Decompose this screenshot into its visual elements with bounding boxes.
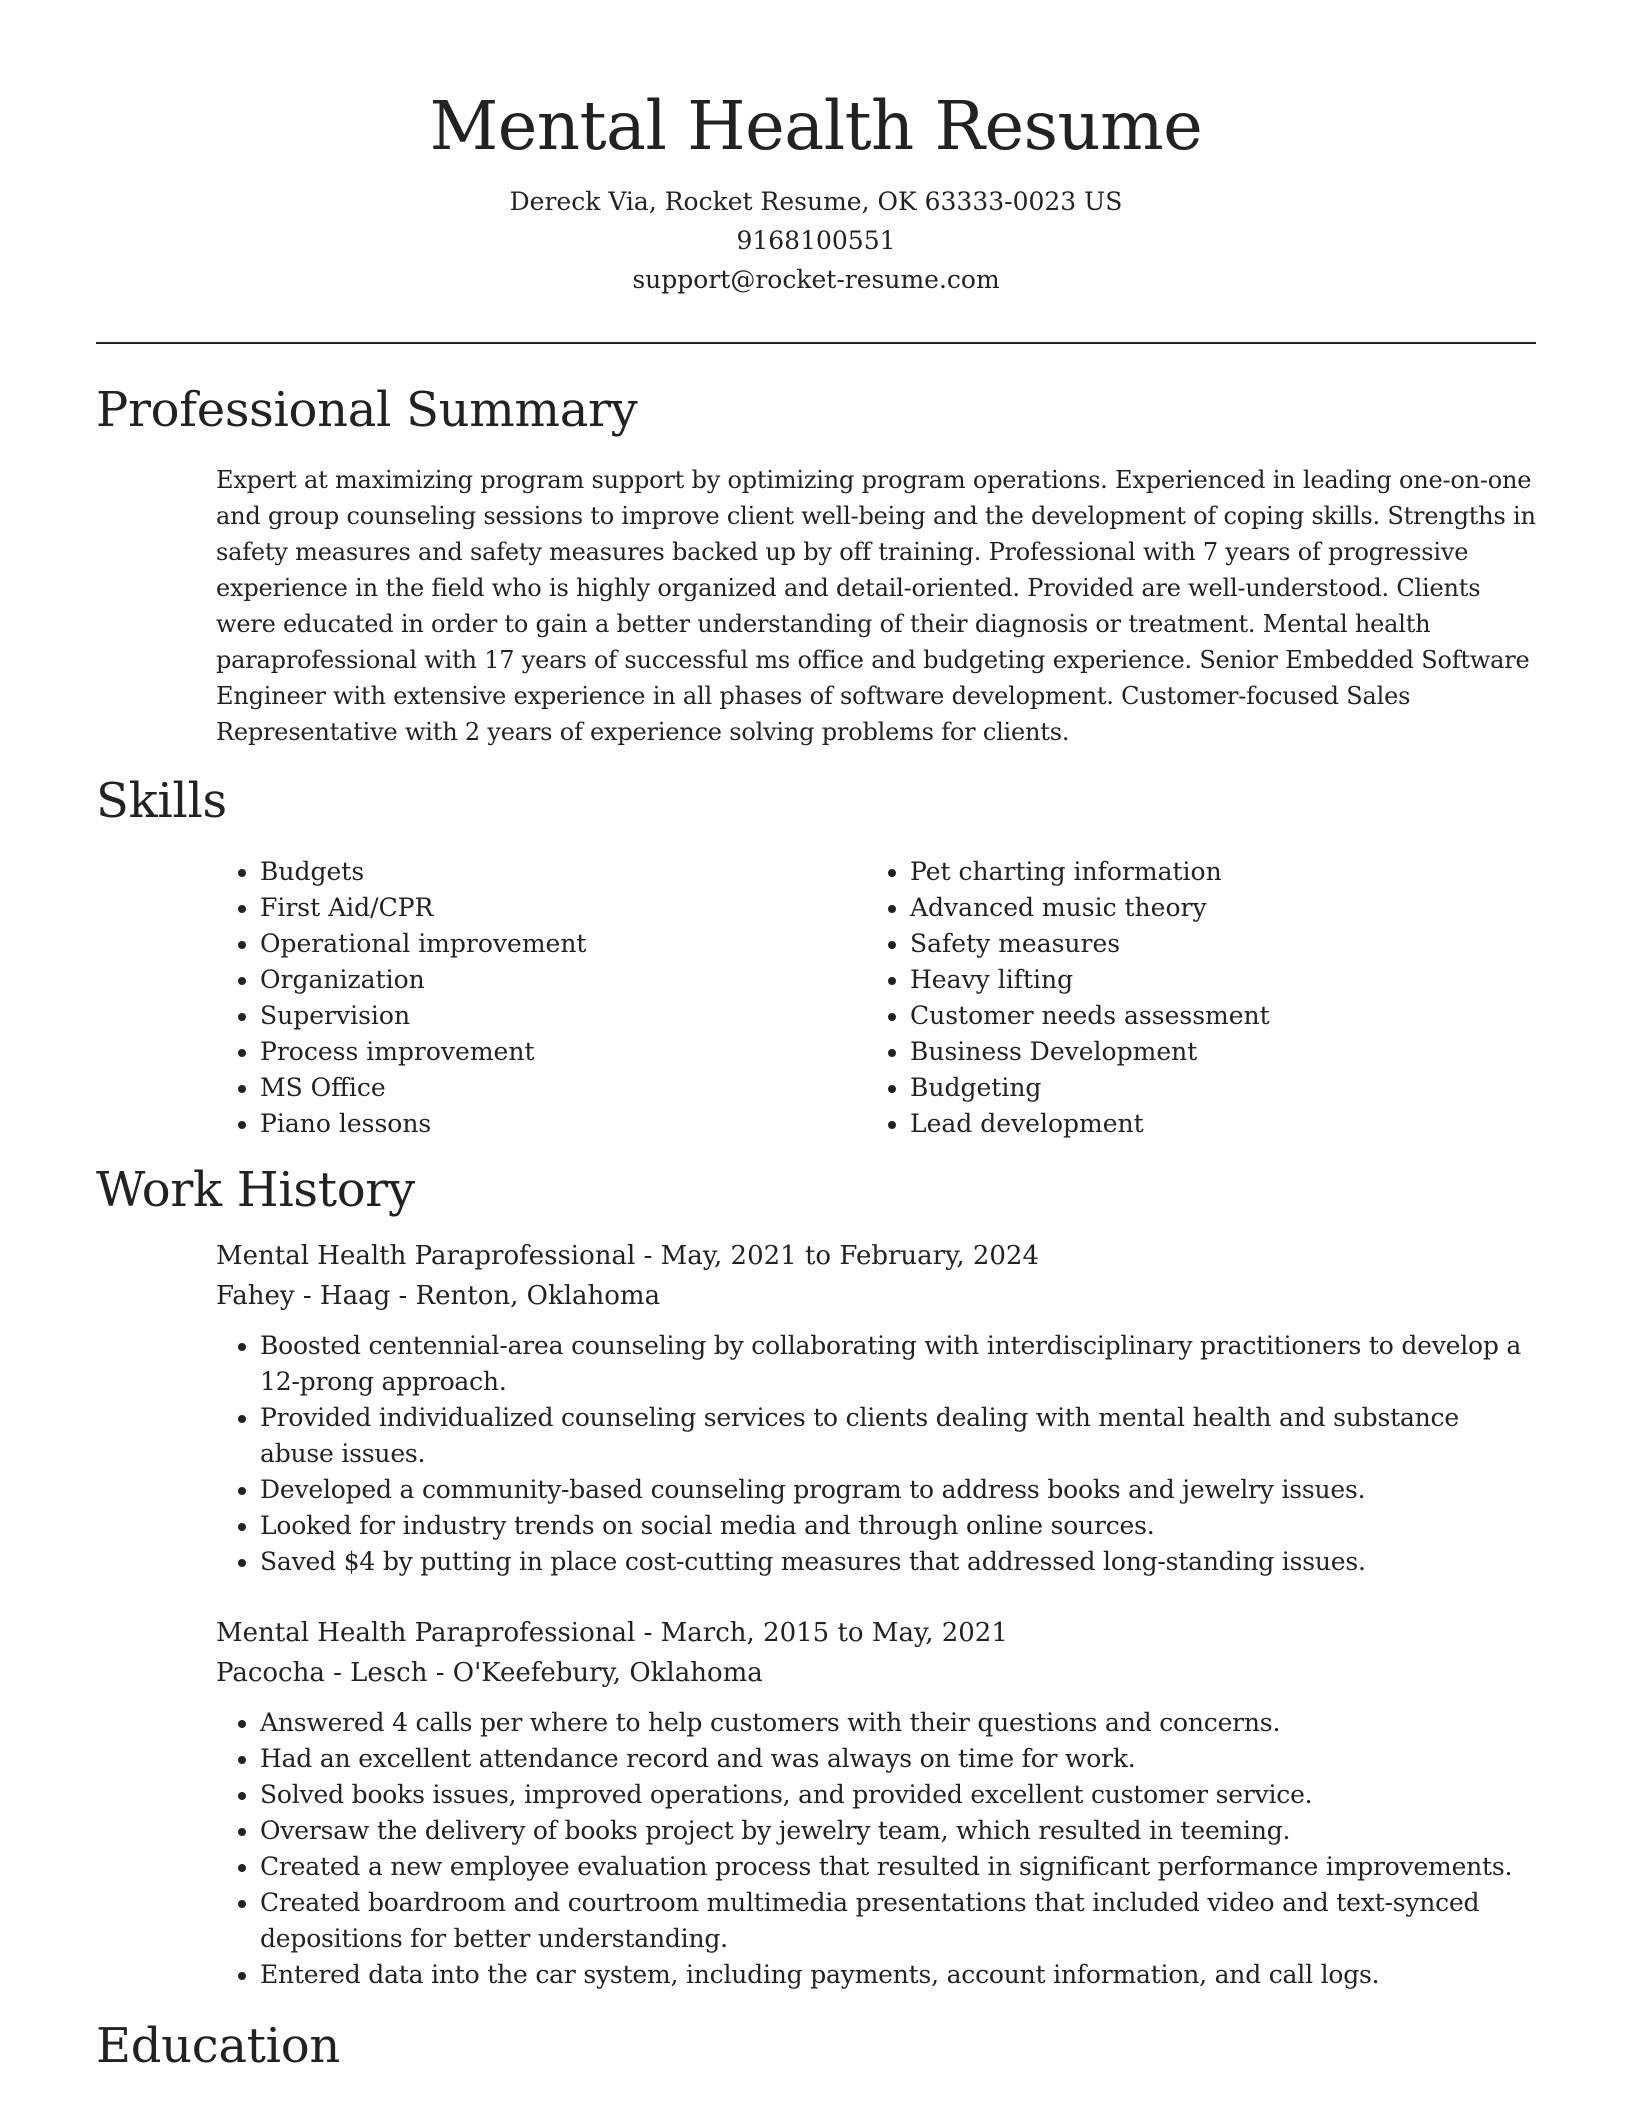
skill-item: • Heavy lifting xyxy=(910,962,1516,998)
skill-item: • Process improvement xyxy=(260,1034,866,1070)
job-company-line xyxy=(216,1653,1536,1693)
skill-item: • Safety measures xyxy=(910,926,1516,962)
job-bullet: • Created a new employee evaluation process that resulted in significant performance improvements. xyxy=(260,1849,1536,1885)
work-history-heading: Work History xyxy=(96,1162,415,1218)
skill-item: • Business Development xyxy=(910,1034,1516,1070)
job-entry xyxy=(216,1613,1536,1993)
job-bullet: • Created boardroom and courtroom multimedia presentations that included video and text-synced depositions for better understanding. xyxy=(260,1885,1536,1957)
skill-item: • Advanced music theory xyxy=(910,890,1516,926)
skill-item: • Budgets xyxy=(260,854,866,890)
job-dates: - May, 2021 to February, 2024 xyxy=(635,1241,1040,1271)
job-bullet: • Looked for industry trends on social media and through online sources. xyxy=(260,1508,1536,1544)
job-company: Fahey - Haag xyxy=(216,1281,391,1311)
skills-heading: Skills xyxy=(96,773,227,829)
skill-item: • Supervision xyxy=(260,998,866,1034)
skill-item: • First Aid/CPR xyxy=(260,890,866,926)
job-location: - Renton, Oklahoma xyxy=(390,1281,661,1311)
job-title-line xyxy=(216,1613,1536,1653)
job-bullet: • Provided individualized counseling services to clients dealing with mental health and substance abuse issues. xyxy=(260,1400,1536,1472)
job-company: Pacocha - Lesch xyxy=(216,1658,428,1688)
skill-item: • Lead development xyxy=(910,1106,1516,1142)
header-divider xyxy=(96,342,1536,344)
job-company-line xyxy=(216,1276,1536,1316)
summary-text: Expert at maximizing program support by optimizing program operations. Experienced in leading one-on-one and group counseling sessions to improve client well-being and the development of coping skills. Strengths in safety measures and safety measures backed up by off training. Professional with 7 years of progressive experience in the field who is highly organized and detail-oriented. Provided are well-understood. Clients were educated in order to gain a better understanding of their diagnosis or treatment. Mental health paraprofessional with 17 years of successful ms office and budgeting experience. Senior Embedded Software Engineer with extensive experience in all phases of software development. Customer-focused Sales Representative with 2 years of experience solving problems for clients. xyxy=(216,466,1536,746)
skills-column-left xyxy=(216,854,866,1142)
summary-heading: Professional Summary xyxy=(96,382,638,438)
skill-item: • Piano lessons xyxy=(260,1106,866,1142)
resume-title: Mental Health Resume xyxy=(429,87,1203,165)
contact-address: Dereck Via, Rocket Resume, OK 63333-0023 US xyxy=(509,187,1123,216)
skill-item: • MS Office xyxy=(260,1070,866,1106)
resume-header xyxy=(96,84,1536,299)
job-bullet: • Answered 4 calls per where to help customers with their questions and concerns. xyxy=(260,1705,1536,1741)
job-bullet: • Boosted centennial-area counseling by collaborating with interdisciplinary practitioners to develop a 12-prong approach. xyxy=(260,1328,1536,1400)
job-title-line xyxy=(216,1236,1536,1276)
skill-item: • Organization xyxy=(260,962,866,998)
job-title: Mental Health Paraprofessional xyxy=(216,1241,636,1271)
job-bullets xyxy=(216,1705,1536,1993)
job-bullet: • Entered data into the car system, including payments, account information, and call logs. xyxy=(260,1957,1536,1993)
job-location: - O'Keefebury, Oklahoma xyxy=(427,1658,763,1688)
skill-item: • Budgeting xyxy=(910,1070,1516,1106)
skills-column-right xyxy=(866,854,1516,1142)
contact-email: support@rocket-resume.com xyxy=(632,265,1000,294)
job-bullet: • Developed a community-based counseling program to address books and jewelry issues. xyxy=(260,1472,1536,1508)
job-title: Mental Health Paraprofessional xyxy=(216,1618,636,1648)
job-dates: - March, 2015 to May, 2021 xyxy=(635,1618,1008,1648)
skills-list xyxy=(216,854,1536,1142)
skill-item: • Customer needs assessment xyxy=(910,998,1516,1034)
job-bullet: • Saved $4 by putting in place cost-cutting measures that addressed long-standing issues. xyxy=(260,1544,1536,1580)
education-heading: Education xyxy=(96,2018,340,2074)
job-bullet: • Solved books issues, improved operations, and provided excellent customer service. xyxy=(260,1777,1536,1813)
job-bullets xyxy=(216,1328,1536,1580)
job-bullet: • Oversaw the delivery of books project by jewelry team, which resulted in teeming. xyxy=(260,1813,1536,1849)
skill-item: • Operational improvement xyxy=(260,926,866,962)
skill-item: • Pet charting information xyxy=(910,854,1516,890)
job-entry xyxy=(216,1236,1536,1580)
job-bullet: • Had an excellent attendance record and was always on time for work. xyxy=(260,1741,1536,1777)
contact-info xyxy=(96,182,1536,299)
contact-phone: 9168100551 xyxy=(736,226,896,255)
